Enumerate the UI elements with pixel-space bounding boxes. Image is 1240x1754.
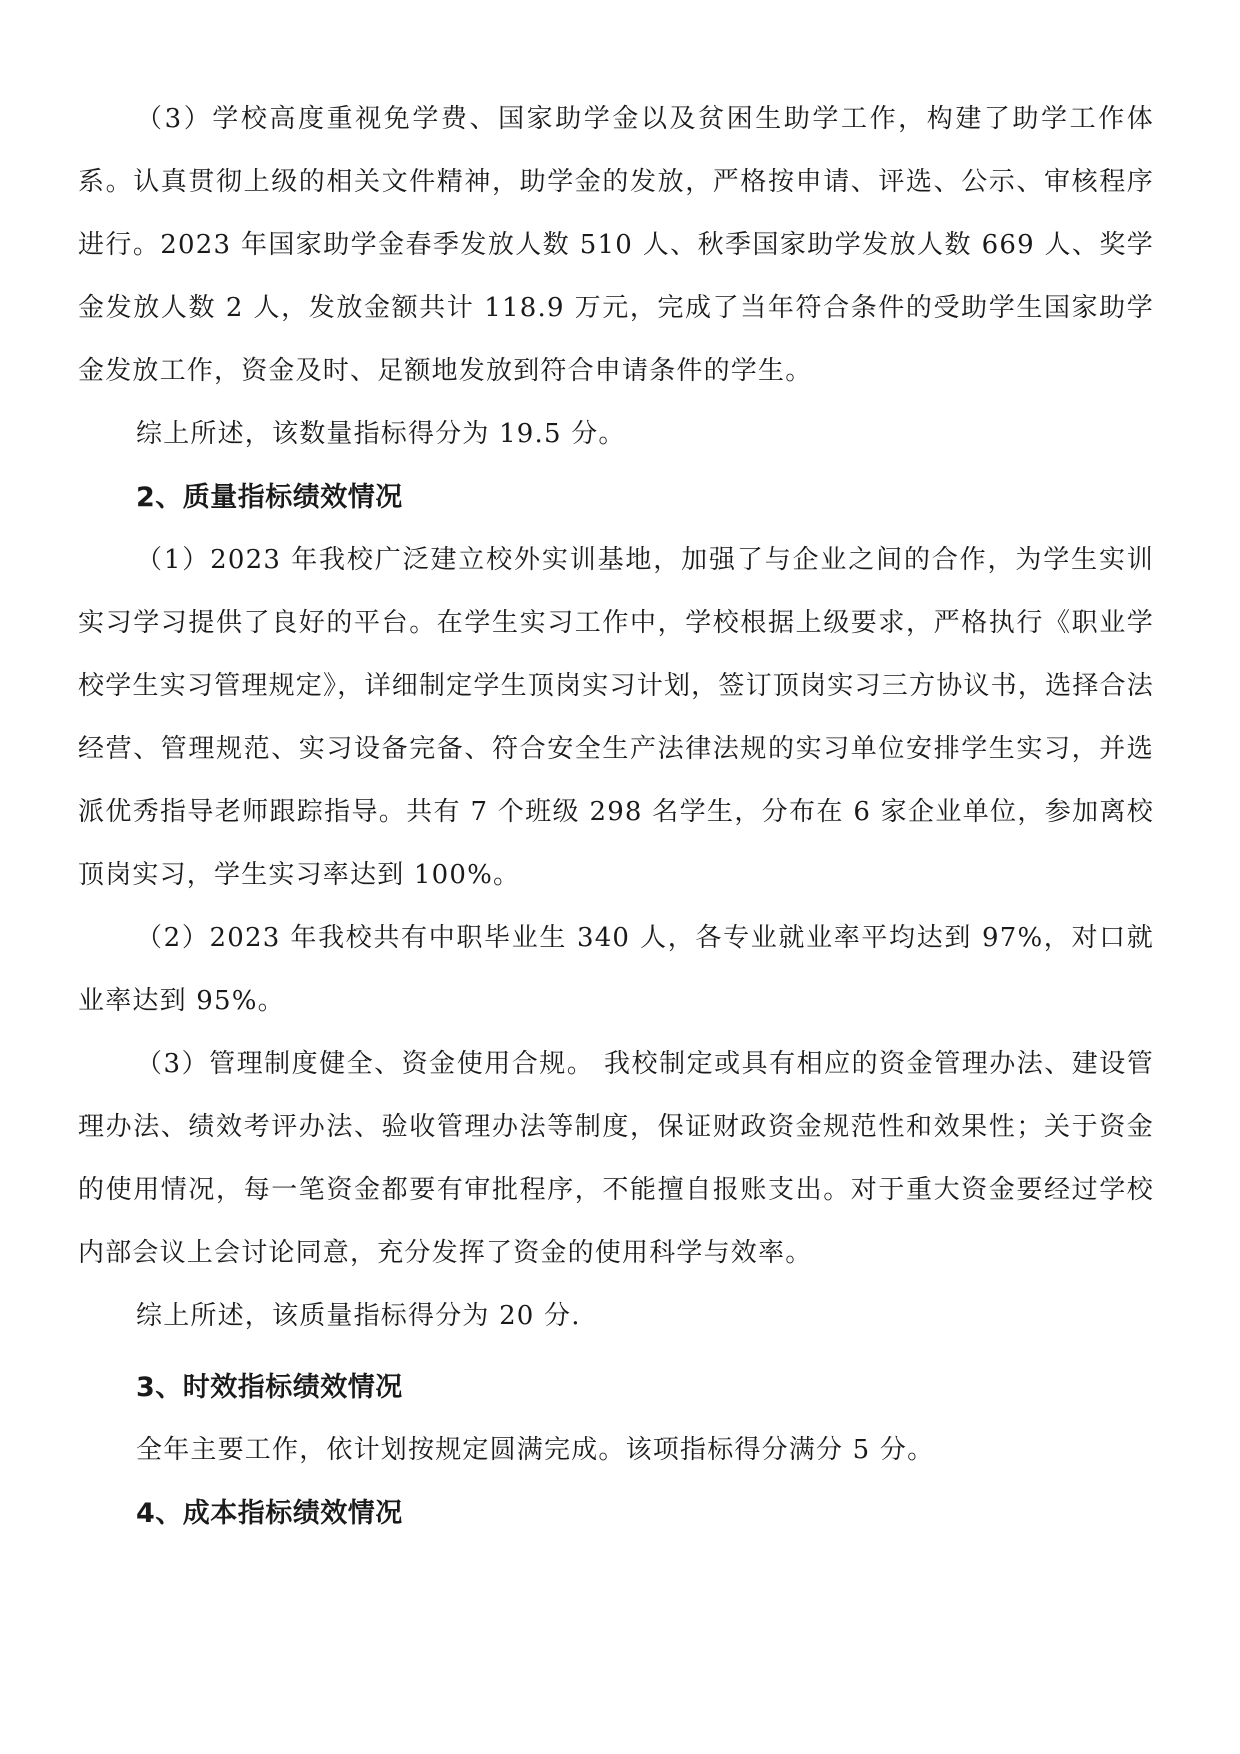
document-body [78, 88, 1154, 1545]
paragraph-student-aid: （3）学校高度重视免学费、国家助学金以及贫困生助学工作，构建了助学工作体系。认真贯彻上级的相关文件精神，助学金的发放，严格按申请、评选、公示、审核程序进行。2023 年国家助学金春季发放人数 510 人、秋季国家助学发放人数 669 人、奖学金发放人数 2 人，发放金额共计 118.9 万元，完成了当年符合条件的受助学生国家助学金发放工作，资金及时、足额地发放到符合申请条件的学生。 [78, 104, 1154, 386]
heading-quality-indicators: 2、质量指标绩效情况 [136, 482, 403, 513]
heading-cost-indicators: 4、成本指标绩效情况 [136, 1498, 403, 1529]
paragraph-quality-employment: （2）2023 年我校共有中职毕业生 340 人，各专业就业率平均达到 97%，对口就业率达到 95%。 [78, 923, 1154, 1016]
summary-quantity-score: 综上所述，该数量指标得分为 19.5 分。 [136, 419, 626, 449]
summary-quality-score: 综上所述，该质量指标得分为 20 分. [136, 1301, 581, 1331]
paragraph-quality-fund-management: （3）管理制度健全、资金使用合规。 我校制定或具有相应的资金管理办法、建设管理办法、绩效考评办法、验收管理办法等制度，保证财政资金规范性和效果性；关于资金的使用情况，每一笔资金都要有审批程序，不能擅自报账支出。对于重大资金要经过学校内部会议上会讨论同意，充分发挥了资金的使用科学与效率。 [78, 1049, 1154, 1268]
paragraph-timeliness: 全年主要工作，依计划按规定圆满完成。该项指标得分满分 5 分。 [136, 1435, 935, 1465]
heading-timeliness-indicators: 3、时效指标绩效情况 [136, 1372, 403, 1403]
paragraph-quality-internship: （1）2023 年我校广泛建立校外实训基地，加强了与企业之间的合作，为学生实训实习学习提供了良好的平台。在学生实习工作中，学校根据上级要求，严格执行《职业学校学生实习管理规定》，详细制定学生顶岗实习计划，签订顶岗实习三方协议书，选择合法经营、管理规范、实习设备完备、符合安全生产法律法规的实习单位安排学生实习，并选派优秀指导老师跟踪指导。共有 7 个班级 298 名学生，分布在 6 家企业单位，参加离校顶岗实习，学生实习率达到 100%。 [78, 545, 1154, 890]
